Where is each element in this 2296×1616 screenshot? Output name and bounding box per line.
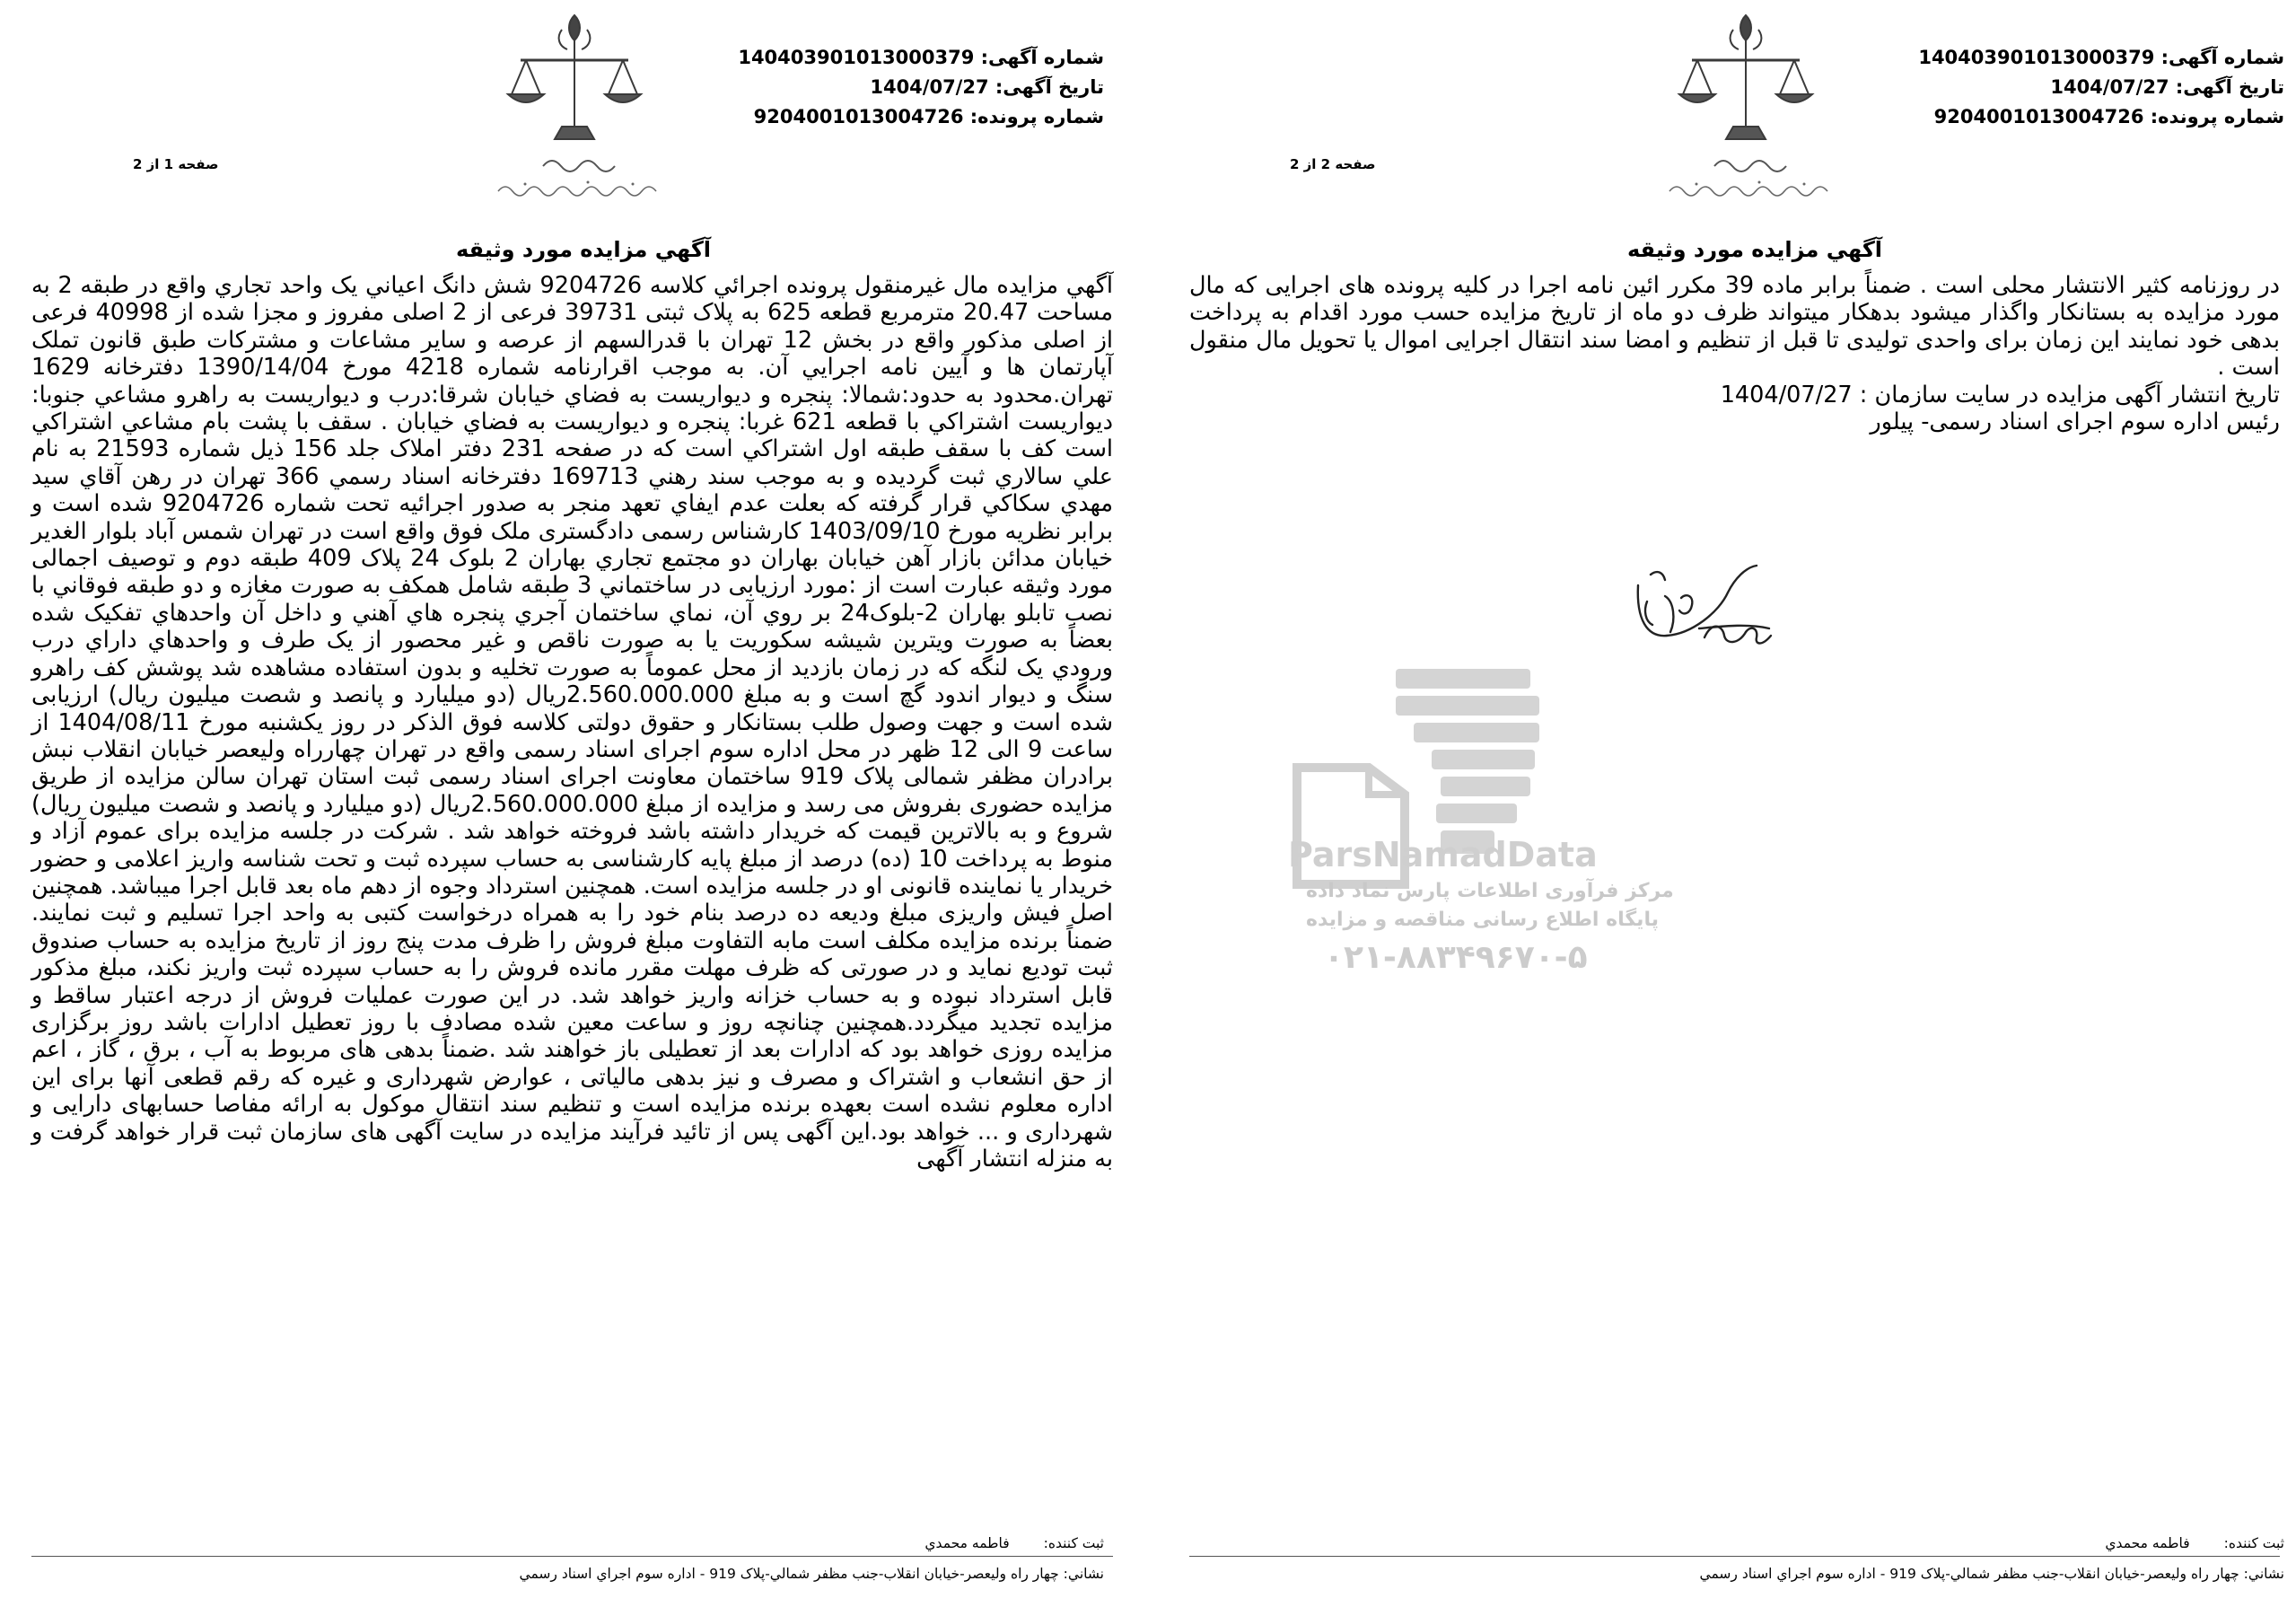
judiciary-caption-icon <box>489 148 669 202</box>
address-label: نشاني: <box>2243 1566 2284 1582</box>
auction-body-text <box>31 272 1113 1172</box>
address-line <box>1700 1566 2284 1582</box>
auction-body-paragraph: آگهي مزايده مال غيرمنقول پرونده اجرائي كلاسه 9204726 شش دانگ اعياني يک واحد تجاري واقع در طبقه 2 به مساحت 20.47 مترمربع قطعه 625 به پلاک ثبتی 39731 فرعی از 2 اصلی مفروز و مجزا شده از 40998 فرعی از اصلی مذکور واقع در بخش 12 تهران با قدرالسهم از عرصه و ساير مشاعات و مشترکات طبق قانون تملک آپارتمان ها و آيين نامه اجرايي آن. به موجب اقرارنامه شماره 4218 مورخ 1390/14/04 دفترخانه 1629 تهران.محدود به حدود:شمالا: پنجره و ديواريست به فضاي خيابان شرقا:درب و ديواريست به راهرو مشاعي جنوبا: ديواريست اشتراکي با قطعه 621 غربا: پنجره و ديواريست به فضاي خيابان . سقف با پشت بام مشاعي اشتراکي است کف با سقف طبقه اول اشتراکي است که در صفحه 231 دفتر املاک جلد 156 ذيل شماره 21593 به نام علي سالاري ثبت گرديده و به موجب سند رهني 169713 دفترخانه اسناد رسمي 366 تهران در رهن آقاي سيد مهدي سکاکي قرار گرفته كه بعلت عدم ايفاي تعهد منجر به صدور اجرائيه تحت شماره 9204726 شده است و برابر نظريه مورخ 1403/09/10 کارشناس رسمی دادگستری ملک فوق واقع است در تهران شمس آباد بلوار الغدير خيابان مدائن بازار آهن خيابان بهاران دو مجتمع تجاري بهاران 2 بلوک 24 پلاک 409 طبقه دوم و توصيف اجمالی مورد وثيقه عبارت است از :مورد ارزيابی در ساختماني 3 طبقه شامل همکف به صورت مغازه و دو طبقه فوقاني با نصب تابلو بهاران 2-بلوک24 بر روي آن، نماي ساختمان آجري پنجره هاي آهني و داخل آن واحدهاي تفکيک شده بعضاً به صورت ويترين شيشه سکوريت يا به صورت ناقص و غير محصور از يک طرف و واحدهاي داراي درب ورودي يک لنگه که در زمان بازديد از محل عموماً به صورت تخليه و بدون استفاده مشاهده شد پوشش کف راهرو سنگ و ديوار اندود گچ است و به مبلغ 2.560.000.000ريال (دو ميليارد و پانصد و شصت ميليون ريال) ارزيابی شده است و جهت وصول طلب بستانکار و حقوق دولتی كلاسه فوق الذكر در روز يکشنبه مورخ 1404/08/11 از ساعت 9 الی 12 ظهر در محل اداره سوم اجرای اسناد رسمی واقع در تهران چهارراه وليعصر خيابان انقلاب نبش برادران مظفر شمالی پلاک 919 ساختمان معاونت اجرای اسناد رسمی ثبت استان تهران سالن مزايده از طريق مزايده حضوری بفروش می رسد و مزايده از مبلغ 2.560.000.000ريال (دو ميليارد و پانصد و شصت ميليون ريال) شروع و به بالاترين قيمت كه خريدار داشته باشد فروخته خواهد شد . شرکت در جلسه مزايده برای عموم آزاد و منوط به پرداخت 10 (ده) درصد از مبلغ پايه کارشناسی به حساب سپرده ثبت و تحت شناسه واريز اعلامی و حضور خريدار يا نماينده قانونی او در جلسه مزايده است. همچنين استرداد وجوه از دهم ماه بعد قابل اجرا ميباشد. همچنين اصل فيش واريزی مبلغ وديعه ده درصد بنام خود را به همراه درخواست کتبی به واحد اجرا تسليم و ثبت نمايند. ضمناً برنده مزايده مکلف است مابه التفاوت مبلغ فروش را ظرف مدت پنج روز از تاريخ مزايده به حساب صندوق ثبت توديع نمايد و در صورتی که ظرف مهلت مقرر مانده فروش را به حساب سپرده ثبت واريز نكند، مبلغ مذکور قابل استرداد نبوده و به حساب خزانه واريز خواهد شد. در اين صورت عمليات فروش از درجه اعتبار ساقط و مزايده تجديد ميگردد.همچنين چنانچه روز و ساعت معين شده مصادف با روز تعطيل ادارات باشد روز برگزاری مزايده روزی خواهد بود که ادارات بعد از تعطيلی باز خواهند شد .ضمناً بدهی های مربوط به آب ، برق ، گاز ، اعم از حق انشعاب و اشتراک و مصرف و نيز بدهی مالياتی ، عوارض شهرداری و غيره که رقم قطعی آنها برای اين اداره معلوم نشده است بعهده برنده مزايده است و تنظيم سند انتقال موکول به ارائه مفاصا حسابهای دارايی و شهرداری و ... خواهد بود.اين آگهی پس از تائيد فرآيند مزايده در سايت آگهی های سازمان ثبت قرار خواهد گرفت و به منزله انتشار آگهی <box>31 272 1114 1172</box>
footer-divider <box>1189 1556 2280 1557</box>
publish-date: 1404/07/27 <box>1720 381 1853 408</box>
ad-date: 1404/07/27 <box>2050 76 2169 98</box>
ad-date: 1404/07/27 <box>870 76 989 98</box>
address-text: چهار راه وليعصر-خيابان انقلاب-جنب مظفر شمالي-پلاک 919 - اداره سوم اجراي اسناد رسمي <box>1699 1566 2239 1582</box>
publish-date-line <box>1189 382 2280 408</box>
ad-date-label: تاریخ آگهی: <box>995 76 1104 98</box>
judiciary-caption-icon <box>1661 148 1840 202</box>
publish-date-label: تاریخ انتشار آگهی مزایده در سایت سازمان : <box>1859 381 2280 408</box>
file-number-label: شماره پرونده: <box>2150 106 2284 127</box>
address-line <box>520 1566 1104 1582</box>
signature-icon <box>1611 539 1791 673</box>
auction-body-text <box>1189 272 2280 435</box>
page-2 <box>1171 0 2293 1616</box>
footer-divider <box>31 1556 1113 1557</box>
registrar-line <box>2105 1535 2284 1551</box>
watermark-brand: ParsNamadData <box>1288 835 1598 874</box>
registrar-label: ثبت کننده: <box>2223 1535 2284 1551</box>
body-paragraph: در روزنامه کثير الانتشار محلی است . ضمناً برابر ماده 39 مکرر ائين نامه اجرا در کليه پرونده های اجرايی که مال مورد مزايده به بستانکار واگذار ميشود بدهکار ميتواند ظرف دو ماه از تاريخ مزايده حسب مورد اقدام به پرداخت بدهی خود نمايند اين زمان برای واحدی توليدی تا قبل از تنظيم و امضا سند انتقال اجرايی اموال يا تحويل مال منقول است . <box>1189 272 2280 382</box>
ad-date-label: تاریخ آگهی: <box>2175 76 2284 98</box>
registrar-name: فاطمه محمدي <box>925 1535 1010 1551</box>
watermark-phone: ۰۲۱-۸۸۳۴۹۶۷۰-۵ <box>1324 939 1588 976</box>
page-title: آگهي مزايده مورد وثيقه <box>1627 237 1883 262</box>
ad-meta <box>1918 43 2284 132</box>
registrar-line <box>925 1535 1104 1551</box>
page-title: آگهي مزايده مورد وثيقه <box>456 237 712 262</box>
file-number: 9204001013004726 <box>753 106 964 127</box>
ad-number-label: شماره آگهی: <box>2160 47 2284 68</box>
file-number: 9204001013004726 <box>1933 106 2144 127</box>
page-1 <box>0 0 1117 1616</box>
page-number: صفحه 1 از 2 <box>133 156 219 172</box>
ad-number: 140403901013000379 <box>1918 47 2155 68</box>
registrar-label: ثبت کننده: <box>1043 1535 1104 1551</box>
file-number-label: شماره پرونده: <box>969 106 1104 127</box>
ad-number-label: شماره آگهی: <box>980 47 1104 68</box>
address-text: چهار راه وليعصر-خيابان انقلاب-جنب مظفر شمالي-پلاک 919 - اداره سوم اجراي اسناد رسمي <box>519 1566 1059 1582</box>
page-number: صفحه 2 از 2 <box>1290 156 1376 172</box>
address-label: نشاني: <box>1063 1566 1104 1582</box>
watermark-line2: پایگاه اطلاع رسانی مناقصه و مزایده <box>1306 909 1659 931</box>
watermark-line1: مرکز فرآوری اطلاعات پارس نماد داده <box>1306 880 1674 902</box>
signatory-line: رئيس اداره سوم اجرای اسناد رسمی- پيلور <box>1870 408 2280 436</box>
registrar-name: فاطمه محمدي <box>2105 1535 2190 1551</box>
ad-meta <box>738 43 1104 132</box>
ad-number: 140403901013000379 <box>738 47 975 68</box>
